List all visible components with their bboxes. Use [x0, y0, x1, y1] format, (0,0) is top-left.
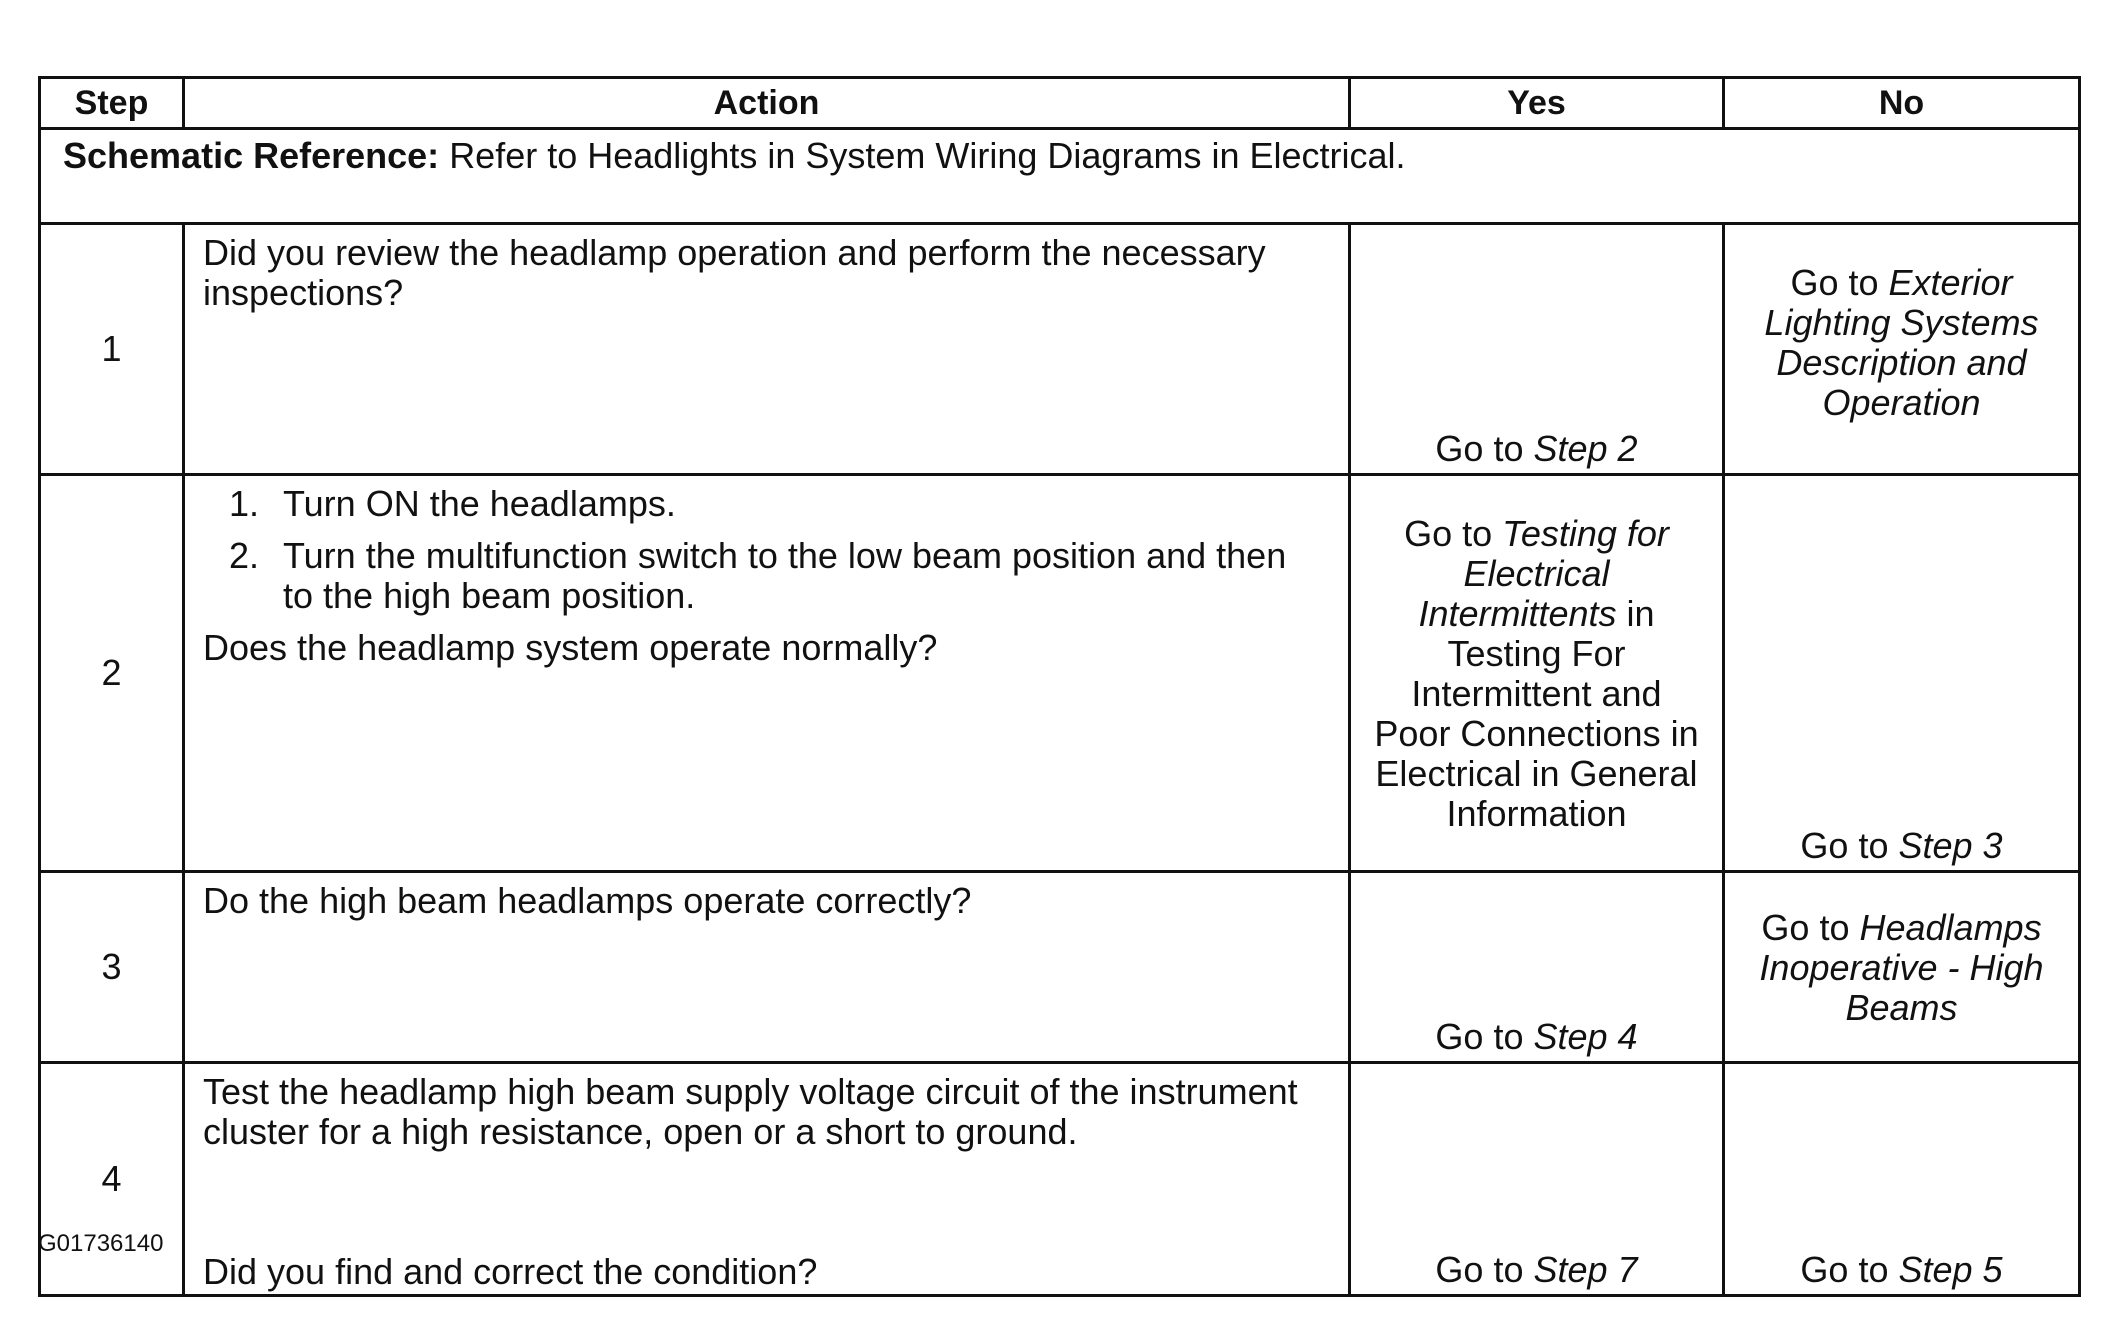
no-outcome: [1724, 475, 2080, 872]
action-step-item: [229, 535, 1318, 616]
action-step-item: [229, 483, 1318, 524]
yes-link[interactable]: Testing for Electrical Intermittents: [1418, 513, 1669, 634]
action-text: Did you review the headlamp operation and perform the necessary inspections?: [184, 224, 1350, 475]
schematic-reference-text: Refer to Headlights in System Wiring Diagrams in Electrical.: [449, 135, 1406, 176]
yes-link[interactable]: Step 2: [1533, 428, 1638, 469]
table-row: [40, 1063, 2080, 1296]
no-prefix: Go to: [1800, 1249, 1899, 1290]
yes-outcome: [1350, 475, 1724, 872]
action-text: Test the headlamp high beam supply voltage circuit of the instrument cluster for a high resistance, open or a short to ground.: [203, 1071, 1298, 1152]
no-outcome: [1724, 872, 2080, 1063]
yes-prefix: Go to: [1435, 1249, 1534, 1290]
header-row: [40, 78, 2080, 129]
table-row: [40, 475, 2080, 872]
step-number: 2: [40, 475, 184, 872]
action-question: Did you find and correct the condition?: [203, 1251, 818, 1292]
no-prefix: Go to: [1800, 825, 1899, 866]
yes-prefix: Go to: [1435, 428, 1534, 469]
header-step: Step: [40, 78, 184, 129]
no-link[interactable]: Step 3: [1898, 825, 2003, 866]
action-cell: [184, 475, 1350, 872]
action-step-number: 2.: [229, 535, 260, 576]
yes-prefix: Go to: [1435, 1016, 1534, 1057]
yes-suffix: in Testing For Intermittent and Poor Connections in Electrical in General Information: [1374, 593, 1699, 834]
yes-outcome: [1350, 224, 1724, 475]
schematic-reference-row: [40, 129, 2080, 224]
no-link[interactable]: Exterior Lighting Systems Description and Operation: [1764, 262, 2039, 423]
yes-outcome: [1350, 872, 1724, 1063]
schematic-reference-cell: [40, 129, 2080, 224]
step-number: 4: [40, 1063, 184, 1296]
action-step-text: Turn the multifunction switch to the low beam position and then to the high beam position.: [283, 535, 1287, 616]
action-step-number: 1.: [229, 483, 260, 524]
no-link[interactable]: Step 5: [1898, 1249, 2003, 1290]
schematic-reference-label: Schematic Reference:: [63, 135, 440, 176]
yes-link[interactable]: Step 7: [1533, 1249, 1638, 1290]
step-number: 3: [40, 872, 184, 1063]
table-row: [40, 872, 2080, 1063]
step-number: 1: [40, 224, 184, 475]
action-question: Does the headlamp system operate normally?: [203, 627, 938, 668]
figure-id: G01736140: [38, 1230, 164, 1257]
header-action: Action: [184, 78, 1350, 129]
yes-prefix: Go to: [1404, 513, 1503, 554]
yes-outcome: [1350, 1063, 1724, 1296]
header-yes: Yes: [1350, 78, 1724, 129]
diagnostic-table: [38, 76, 2081, 1297]
action-text: Do the high beam headlamps operate correctly?: [184, 872, 1350, 1063]
no-outcome: [1724, 1063, 2080, 1296]
no-link[interactable]: Headlamps Inoperative - High Beams: [1759, 907, 2044, 1028]
action-steps-list: [203, 484, 1318, 616]
table-row: [40, 224, 2080, 475]
header-no: No: [1724, 78, 2080, 129]
no-prefix: Go to: [1790, 262, 1889, 303]
yes-link[interactable]: Step 4: [1533, 1016, 1638, 1057]
action-step-text: Turn ON the headlamps.: [283, 483, 676, 524]
action-cell: [184, 1063, 1350, 1296]
no-prefix: Go to: [1761, 907, 1860, 948]
no-outcome: [1724, 224, 2080, 475]
